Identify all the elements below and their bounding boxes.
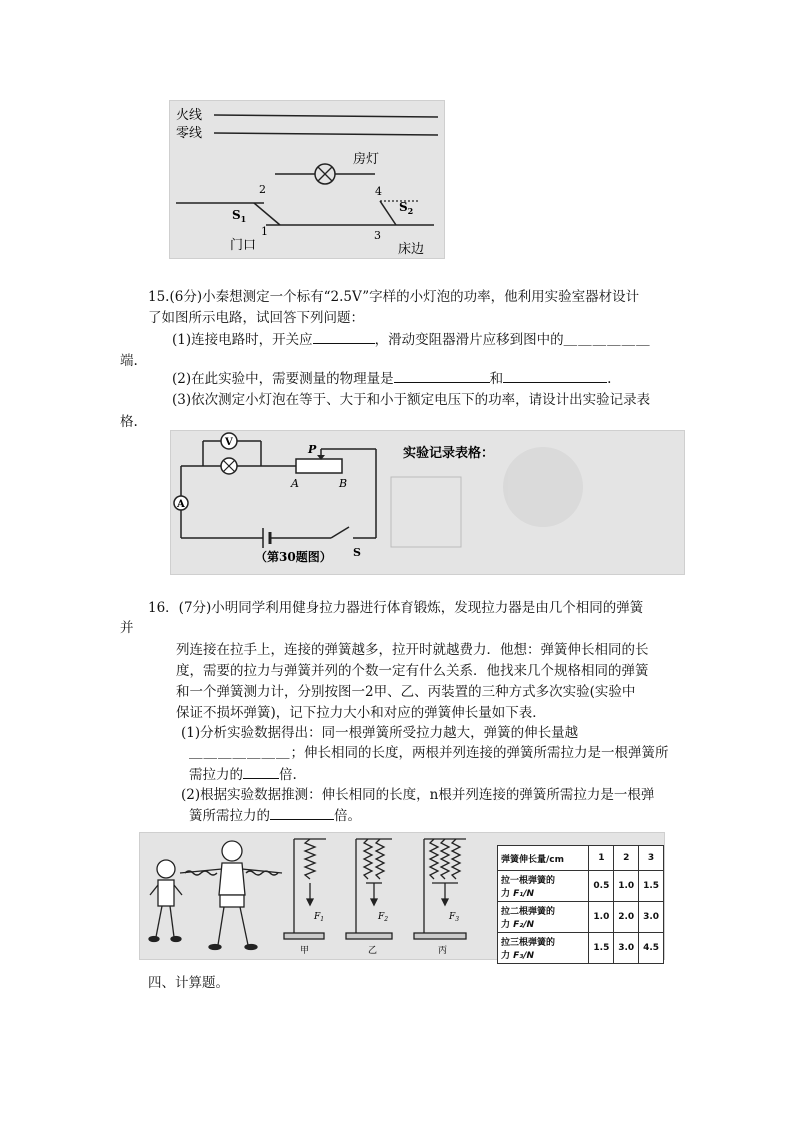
lamp-circuit-diagram <box>170 101 444 258</box>
stand-yi-label: 乙 <box>368 946 378 956</box>
record-table-title: 实验记录表格： <box>403 446 495 461</box>
table-col-1: 1 <box>589 846 614 871</box>
table-row: 拉三根弹簧的力 F₃/N 1.5 3.0 4.5 <box>498 933 664 964</box>
table-header-label: 弹簧伸长量/cm <box>498 846 589 871</box>
q16-line5: 保证不损坏弹簧)，记下拉力大小和对应的弹簧伸长量如下表． <box>176 705 546 721</box>
section-heading-calculation: 四、计算题。 <box>148 975 229 991</box>
terminal-1: 1 <box>261 225 268 238</box>
force-f1-label: $F_1$ <box>314 912 325 923</box>
rheostat-icon <box>296 459 342 473</box>
lamp-label: 房灯 <box>353 152 380 167</box>
figure-caption: （第30题图） <box>255 550 332 564</box>
q16-line2: 列连接在拉手上，连接的弹簧越多，拉开时就越费力．他想：弹簧伸长相同的长 <box>176 642 649 658</box>
q16-intro-line1: 16．(7分)小明同学利用健身拉力器进行体育锻炼，发现拉力器是由几个相同的弹簧 <box>148 600 644 616</box>
switch-s1-label: $S_1$ <box>232 208 247 224</box>
live-wire-label: 火线 <box>176 108 203 123</box>
q16-line3: 度，需要的拉力与弹簧并列的个数一定有什么关系．他找来几个规格相同的弹簧 <box>176 663 649 679</box>
table-row: 拉一根弹簧的力 F₁/N 0.5 1.0 1.5 <box>498 871 664 902</box>
voltmeter-label: V <box>225 437 233 448</box>
q15-answer-blank-quantity1[interactable] <box>394 368 490 383</box>
terminal-2: 2 <box>259 183 266 196</box>
q15-part3: (3)依次测定小灯泡在等于、大于和小于额定电压下的功率，请设计出实验记录表 <box>172 392 651 408</box>
power-circuit-diagram <box>171 431 684 574</box>
q15-answer-blank-end[interactable]: ＿＿＿＿＿＿ <box>563 332 651 348</box>
spring-data-table <box>497 845 664 964</box>
q16-part1-c: 需拉力的 倍. <box>189 764 297 785</box>
q16-answer-blank-times[interactable] <box>243 764 279 779</box>
q16-part2: (2)根据实验数据推测：伸长相同的长度，n根并列连接的弹簧所需拉力是一根弹 <box>181 787 655 803</box>
figure-springs <box>139 832 665 960</box>
q16-part2-b: 簧所需拉力的 倍。 <box>189 805 361 826</box>
table-col-2: 2 <box>614 846 639 871</box>
neutral-wire-label: 零线 <box>176 126 203 141</box>
q16-answer-blank-extension[interactable]: ＿＿＿＿＿＿＿ <box>189 745 291 761</box>
stand-jia-label: 甲 <box>300 946 310 956</box>
q15-part1-end: 端. <box>120 353 138 369</box>
figure-lamp-circuit <box>169 100 445 259</box>
q15-part2: (2)在此实验中，需要测量的物理量是 和 . <box>172 368 611 389</box>
stand-bing-label: 丙 <box>438 946 448 956</box>
spring-stand-bing-icon <box>414 839 466 939</box>
table-row: 拉二根弹簧的力 F₂/N 1.0 2.0 3.0 <box>498 902 664 933</box>
spring-stand-yi-icon <box>346 839 392 939</box>
q16-part1: (1)分析实验数据得出：同一根弹簧所受拉力越大，弹簧的伸长量越 <box>181 725 579 741</box>
spring-stand-jia-icon <box>284 839 326 939</box>
cartoon-adult-exerciser-icon <box>180 841 282 950</box>
q16-part1-b: ＿＿＿＿＿＿＿；伸长相同的长度，两根并列连接的弹簧所需拉力是一根弹簧所 <box>189 745 669 761</box>
terminal-3: 3 <box>374 229 381 242</box>
q15-answer-blank-quantity2[interactable] <box>503 368 607 383</box>
cartoon-child-icon <box>149 860 182 942</box>
bedside-label: 床边 <box>398 242 425 257</box>
figure-power-circuit <box>170 430 685 575</box>
door-label: 门口 <box>230 238 257 253</box>
table-header-row <box>498 846 664 871</box>
end-a-label: A <box>291 477 299 490</box>
terminal-4: 4 <box>375 185 382 198</box>
switch-icon <box>331 527 349 538</box>
table-col-3: 3 <box>639 846 664 871</box>
force-f3-label: $F_3$ <box>449 912 460 923</box>
q16-line4: 和一个弹簧测力计，分别按图一2甲、乙、丙装置的三种方式多次实验(实验中 <box>176 684 636 700</box>
slider-p-label: P <box>308 443 317 456</box>
switch-s2-label: $S_2$ <box>399 200 414 216</box>
q15-intro-line2: 了如图所示电路，试回答下列问题： <box>148 310 364 326</box>
ammeter-label: A <box>177 499 185 510</box>
q15-answer-blank-switch[interactable] <box>313 329 375 344</box>
switch-s-label: S <box>353 546 361 559</box>
force-f2-label: $F_2$ <box>378 912 389 923</box>
end-b-label: B <box>339 477 348 490</box>
q16-answer-blank-n-times[interactable] <box>270 805 334 820</box>
q15-intro-line1: 15.(6分)小秦想测定一个标有“2.5V”字样的小灯泡的功率，他利用实验室器材设计 <box>148 289 640 305</box>
q16-intro-line1b: 并 <box>120 620 134 636</box>
q15-part3-end: 格. <box>120 414 138 430</box>
q15-part1: (1)连接电路时，开关应 ，滑动变阻器滑片应移到图中的＿＿＿＿＿＿ <box>172 329 651 350</box>
